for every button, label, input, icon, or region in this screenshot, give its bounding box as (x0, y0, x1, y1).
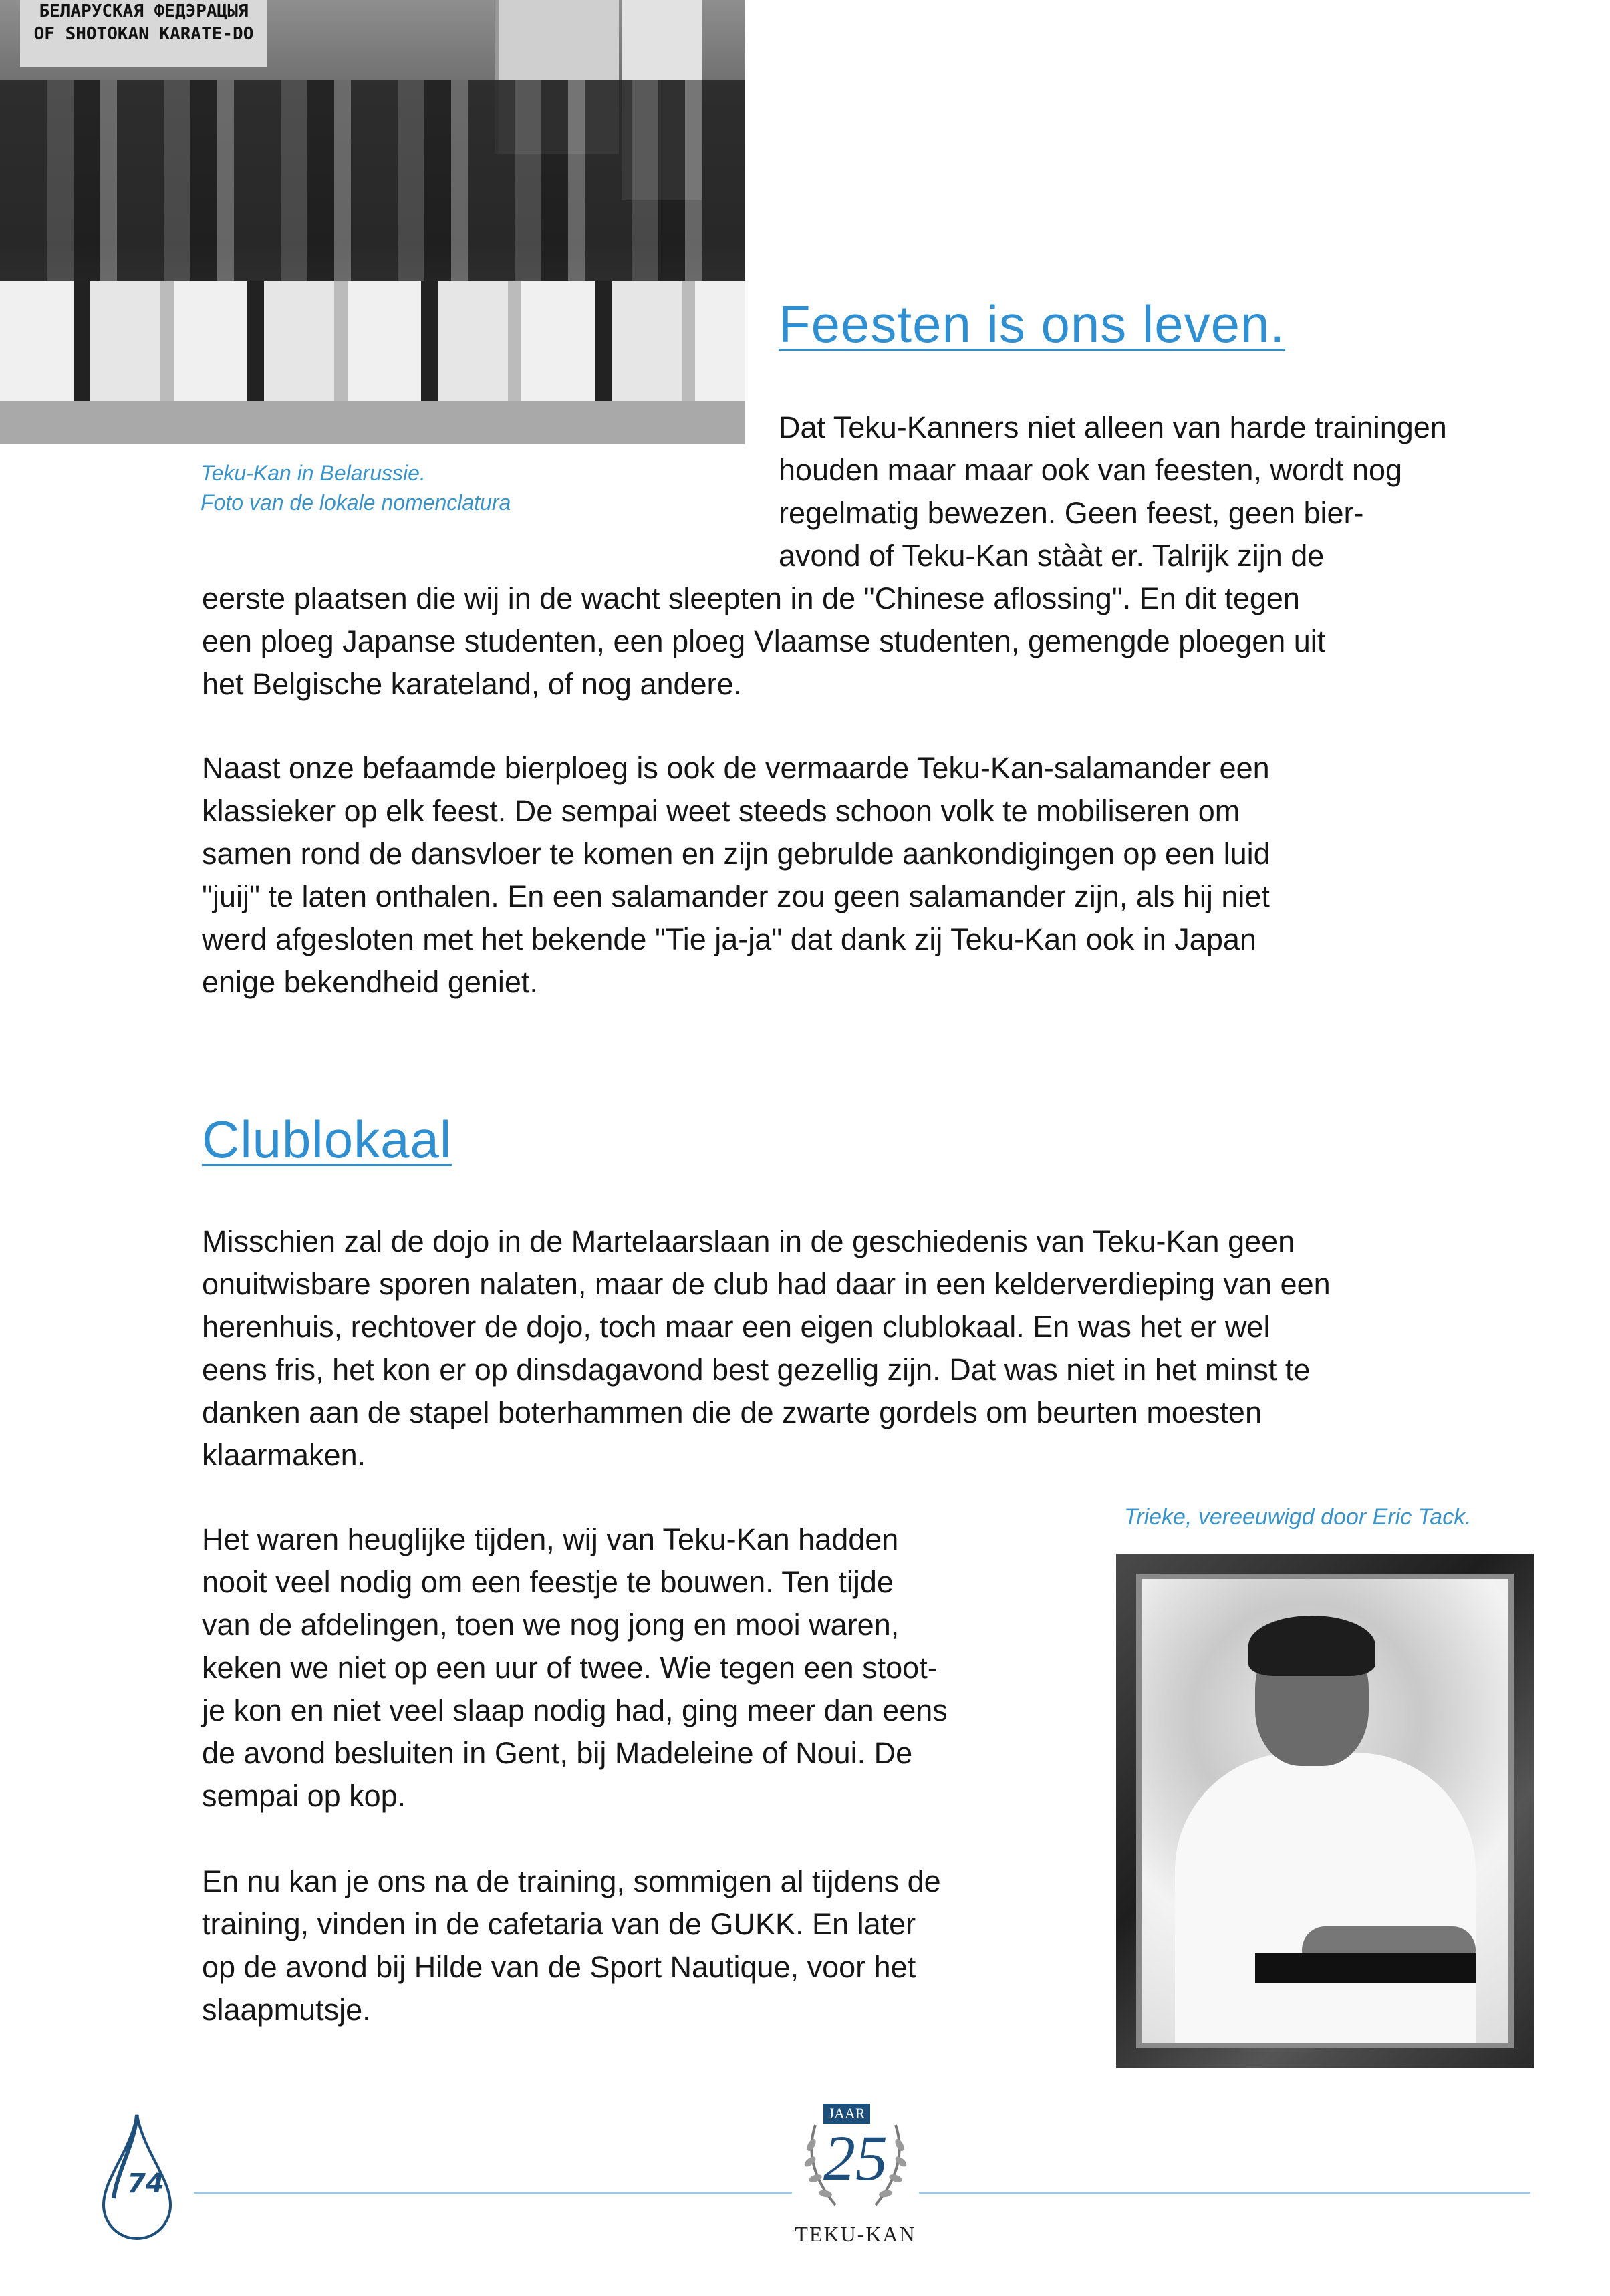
logo-jaar-label: JAAR (823, 2104, 870, 2124)
text-line: herenhuis, rechtover de dojo, toch maar een eigen clublokaal. En was het er wel (202, 1310, 1270, 1344)
text-line: de avond besluiten in Gent, bij Madeleine of Noui. De (202, 1736, 913, 1770)
text-line: samen rond de dansvloer te komen en zijn gebrulde aankondigingen op een luid (202, 837, 1270, 871)
text-line: slaapmutsje. (202, 1993, 371, 2027)
text-line: avond of Teku-Kan stààt er. Talrijk zijn de (779, 539, 1325, 573)
text-line: eens fris, het kon er op dinsdagavond best gezellig zijn. Dat was niet in het minst te (202, 1352, 1311, 1387)
painting-frame (1116, 1554, 1534, 2068)
caption-belarus-line1: Teku-Kan in Belarussie. (200, 461, 426, 485)
logo-teku-kan: TEKU-KAN (795, 2222, 916, 2246)
caption-belarus-line2: Foto van de lokale nomenclatura (200, 490, 511, 515)
painting-hair (1248, 1616, 1375, 1676)
photo-banner-text: БЕЛАРУСКАЯ ФЕДЭРАЦЫЯ OF SHOTOKAN KARATE-DO (33, 1, 254, 44)
text-line: sempai op kop. (202, 1779, 406, 1813)
group-photo-belarus (0, 0, 745, 444)
text-line: Dat Teku-Kanners niet alleen van harde trainingen (779, 410, 1447, 444)
photo-kneeling-group (0, 281, 745, 414)
text-line: een ploeg Japanse studenten, een ploeg Vlaamse studenten, gemengde ploegen uit (202, 624, 1326, 658)
painting-black-belt (1255, 1953, 1476, 1983)
page-number: 74 (127, 2168, 164, 2199)
text-line: Misschien zal de dojo in de Martelaarslaan in de geschiedenis van Teku-Kan geen (202, 1224, 1295, 1258)
text-line: danken aan de stapel boterhammen die de zwarte gordels om beurten moesten (202, 1395, 1262, 1429)
text-line: regelmatig bewezen. Geen feest, geen bier- (779, 496, 1364, 530)
text-line: "juij" te laten onthalen. En een salamander zou geen salamander zijn, als hij niet (202, 879, 1270, 913)
text-line: En nu kan je ons na de training, sommigen al tijdens de (202, 1864, 941, 1898)
text-line: klassieker op elk feest. De sempai weet steeds schoon volk te mobiliseren om (202, 794, 1240, 828)
text-line: Het waren heuglijke tijden, wij van Teku-Kan hadden (202, 1522, 899, 1556)
text-line: nooit veel nodig om een feestje te bouwen. Ten tijde (202, 1565, 894, 1599)
text-line: eerste plaatsen die wij in de wacht sleepten in de "Chinese aflossing". En dit tegen (202, 581, 1300, 615)
text-line: training, vinden in de cafetaria van de GUKK. En later (202, 1907, 916, 1941)
text-line: keken we niet op een uur of twee. Wie tegen een stoot- (202, 1651, 938, 1685)
heading-clublokaal: Clublokaal (202, 1110, 452, 1169)
text-line: je kon en niet veel slaap nodig had, ging meer dan eens (202, 1693, 948, 1727)
footer-rule-right (919, 2192, 1530, 2194)
painting-gi (1175, 1753, 1476, 2047)
text-line: op de avond bij Hilde van de Sport Nautique, voor het (202, 1950, 916, 1984)
footer-rule-left (194, 2192, 792, 2194)
painting-portrait (1136, 1574, 1514, 2048)
text-line: van de afdelingen, toen we nog jong en mooi waren, (202, 1608, 900, 1642)
text-line: houden maar maar ook van feesten, wordt nog (779, 453, 1403, 487)
logo-25-number: 25 (823, 2122, 888, 2194)
heading-feesten: Feesten is ons leven. (779, 295, 1286, 353)
text-line: enige bekendheid geniet. (202, 965, 538, 999)
photo-floor (0, 401, 745, 444)
photo-banner (20, 0, 267, 67)
text-line: onuitwisbare sporen nalaten, maar de club had daar in een kelderverdieping van een (202, 1267, 1331, 1301)
text-line: werd afgesloten met het bekende "Tie ja-ja" dat dank zij Teku-Kan ook in Japan (202, 922, 1256, 956)
caption-painting: Trieke, vereeuwigd door Eric Tack. (1124, 1504, 1472, 1530)
text-line: het Belgische karateland, of nog andere. (202, 667, 743, 701)
text-line: Naast onze befaamde bierploeg is ook de vermaarde Teku-Kan-salamander een (202, 751, 1270, 785)
caption-belarus (200, 458, 511, 517)
text-line: klaarmaken. (202, 1438, 366, 1472)
